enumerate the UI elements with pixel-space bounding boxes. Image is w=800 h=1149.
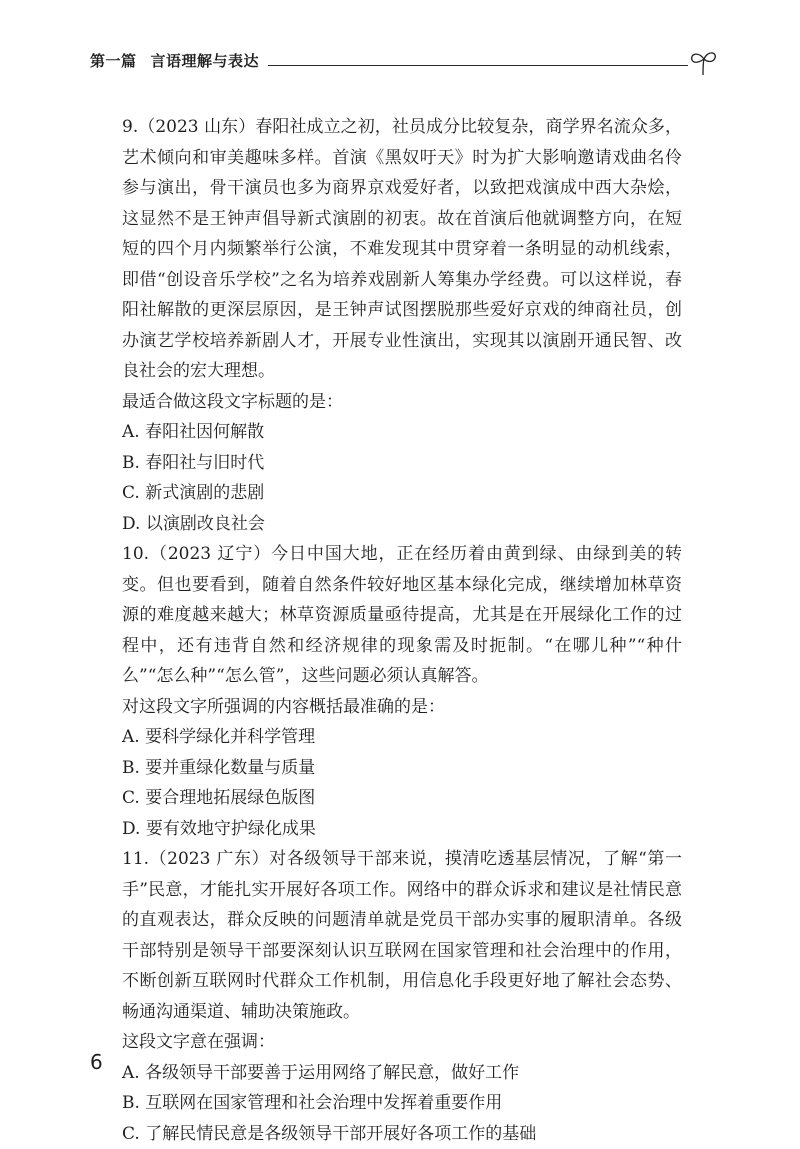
- page-number: 6: [90, 1050, 103, 1074]
- option-10-d: D. 要有效地守护绿化成果: [122, 814, 682, 845]
- option-9-b: B. 春阳社与旧时代: [122, 448, 682, 479]
- question-number-11: 11.（2023 广东）: [122, 849, 269, 869]
- question-number-9: 9.（2023 山东）: [122, 117, 255, 137]
- sprout-icon: [686, 48, 720, 76]
- passage-9: [122, 112, 682, 387]
- question-prompt-11: 这段文字意在强调：: [122, 1027, 682, 1058]
- passage-text-11: 对各级领导干部来说，摸清吃透基层情况，了解“第一手”民意，才能扎实开展好各项工作。网络中的群众诉求和建议是社情民意的直观表达，群众反映的问题清单就是党员干部办实事的履职清单。各级干部特别是领导干部要深刻认识互联网在国家管理和社会治理中的作用，不断创新互联网时代群众工作机制，用信息化手段更好地了解社会态势、畅通沟通渠道、辅助决策施政。: [122, 849, 682, 1022]
- header-title: 言语理解与表达: [151, 52, 260, 70]
- option-10-a: A. 要科学绿化并科学管理: [122, 722, 682, 753]
- passage-10: [122, 539, 682, 692]
- question-number-10: 10.（2023 辽宁）: [122, 544, 271, 564]
- option-11-b: B. 互联网在国家管理和社会治理中发挥着重要作用: [122, 1088, 682, 1119]
- passage-text-9: 春阳社成立之初，社员成分比较复杂，商学界名流众多，艺术倾向和审美趣味多样。首演《黑奴吁天》时为扩大影响邀请戏曲名伶参与演出，骨干演员也多为商界京戏爱好者，以致把戏演成中西大杂烩，这显然不是王钟声倡导新式演剧的初衷。故在首演后他就调整方向，在短短的四个月内频繁举行公演，不难发现其中贯穿着一条明显的动机线索，即借“创设音乐学校”之名为培养戏剧新人筹集办学经费。可以这样说，春阳社解散的更深层原因，是王钟声试图摆脱那些爱好京戏的绅商社员，创办演艺学校培养新剧人才，开展专业性演出，实现其以演剧开通民智、改良社会的宏大理想。: [122, 117, 682, 381]
- option-11-a: A. 各级领导干部要善于运用网络了解民意，做好工作: [122, 1058, 682, 1089]
- option-10-b: B. 要并重绿化数量与质量: [122, 753, 682, 784]
- header-text: [90, 50, 259, 71]
- running-header: [90, 48, 730, 78]
- option-9-d: D. 以演剧改良社会: [122, 509, 682, 540]
- option-10-c: C. 要合理地拓展绿色版图: [122, 783, 682, 814]
- header-rule: [268, 65, 688, 66]
- question-prompt-10: 对这段文字所强调的内容概括最准确的是：: [122, 692, 682, 723]
- page-content: [122, 112, 682, 1149]
- option-11-c: C. 了解民情民意是各级领导干部开展好各项工作的基础: [122, 1119, 682, 1149]
- option-9-c: C. 新式演剧的悲剧: [122, 478, 682, 509]
- passage-text-10: 今日中国大地，正在经历着由黄到绿、由绿到美的转变。但也要看到，随着自然条件较好地区基本绿化完成，继续增加林草资源的难度越来越大；林草资源质量亟待提高，尤其是在开展绿化工作的过程中，还有违背自然和经济规律的现象需及时扼制。“在哪儿种”“种什么”“怎么种”“怎么管”，这些问题必须认真解答。: [122, 544, 682, 686]
- passage-11: [122, 844, 682, 1027]
- option-9-a: A. 春阳社因何解散: [122, 417, 682, 448]
- question-prompt-9: 最适合做这段文字标题的是：: [122, 387, 682, 418]
- header-part: 第一篇: [90, 52, 137, 70]
